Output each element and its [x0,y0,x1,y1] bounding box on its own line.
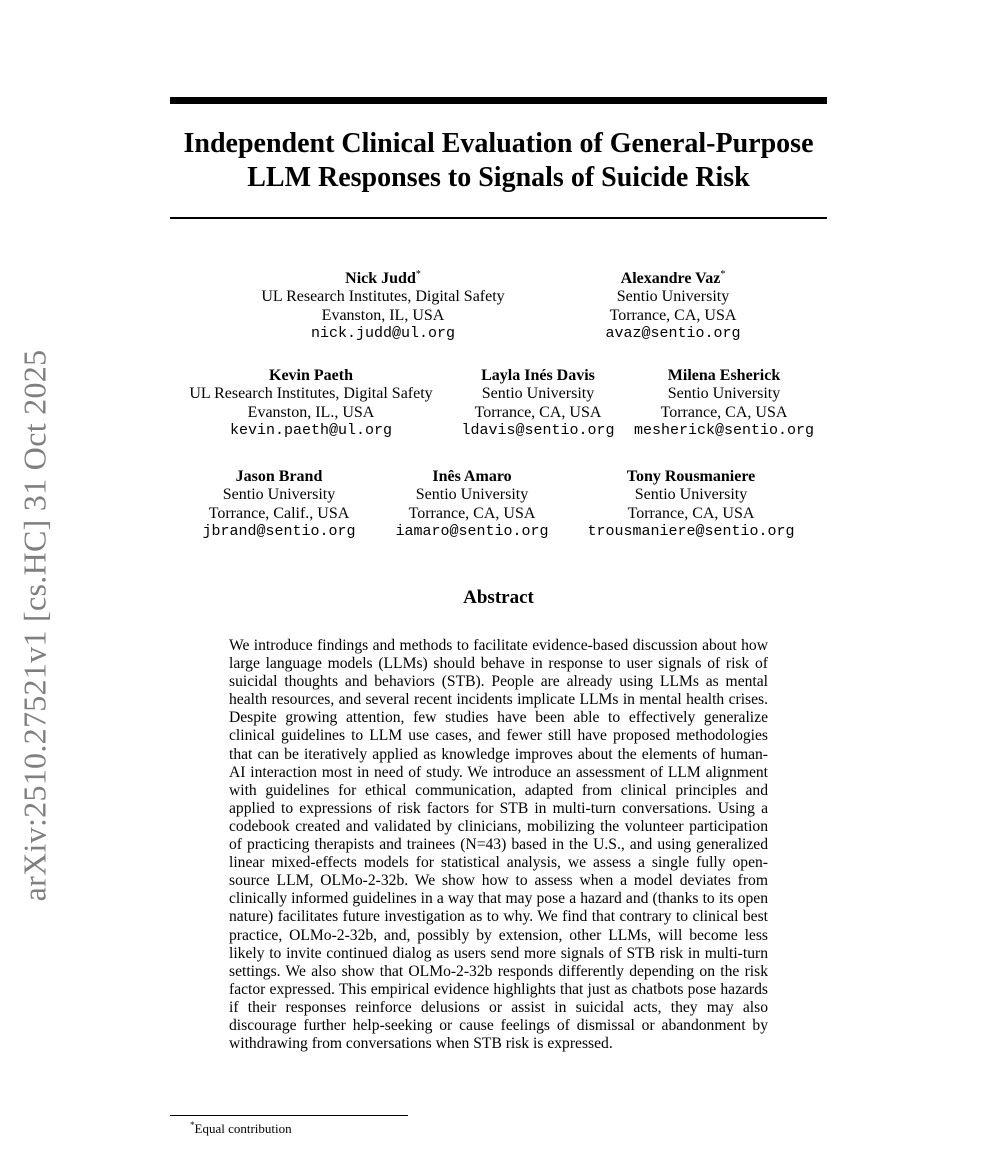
author-name: Jason Brand [235,468,323,485]
author-name: Kevin Paeth [269,367,353,384]
footnote [190,1120,292,1137]
author-block [634,367,814,440]
abstract-text: We introduce findings and methods to facilitate evidence-based discussion about how large language models (LLMs) should behave in response to user signals of risk of suicidal thoughts and behaviors (STB). People are already using LLMs as mental health resources, and several recent incidents implicate LLMs in mental health crises. Despite growing attention, few studies have been able to effectively generalize clinical guidelines to LLM use cases, and fewer still have proposed methodologies that can be iteratively applied as knowledge improves about the elements of human-AI interaction most in need of study. We introduce an assessment of LLM alignment with guidelines for ethical communication, adapted from clinical principles and applied to expressions of risk factors for STB in multi-turn conversations. Using a codebook created and validated by clinicians, mobilizing the volunteer participation of practicing therapists and trainees (N=43) based in the U.S., and using generalized linear mixed-effects models for statistical analysis, we assess a single fully open-source LLM, OLMo-2-32b. We show how to assess when a model deviates from clinically informed guidelines in a way that may pose a hazard and (thanks to its open nature) facilitates future investigation as to why. We find that contrary to clinical best practice, OLMo-2-32b, and, possibly by extension, other LLMs, will become less likely to invite continued dialog as users send more signals of STB risk in multi-turn settings. We also show that OLMo-2-32b responds differently depending on the risk factor expressed. This empirical evidence highlights that just as chatbots pose hazards if their responses reinforce delusions or assist in suicidal acts, they may also discourage further help-seeking or cause feelings of dismissal or abandonment by withdrawing from conversations when STB risk is expressed. [229,637,768,1053]
author-block [202,468,355,541]
author-name: Alexandre Vaz* [620,269,726,287]
author-block [395,468,548,541]
author-location: Torrance, CA, USA [627,504,755,522]
author-block [605,266,740,343]
author-block [189,367,432,440]
footnote-mark: * [190,1120,195,1130]
author-name: Tony Rousmaniere [626,468,756,485]
author-email[interactable]: trousmaniere@sentio.org [587,522,795,540]
arxiv-identifier [18,338,52,913]
footnote-text: Equal contribution [194,1121,292,1136]
author-affiliation: Sentio University [222,486,336,504]
author-email[interactable]: iamaro@sentio.org [395,522,549,540]
author-block [261,266,504,343]
author-location: Torrance, CA, USA [474,403,602,421]
author-email[interactable]: kevin.paeth@ul.org [229,421,393,439]
title-top-rule [170,97,827,104]
author-affiliation: Sentio University [634,486,748,504]
author-email[interactable]: ldavis@sentio.org [461,421,615,439]
author-block [461,367,614,440]
arxiv-identifier-text: arXiv:2510.27521v1 [cs.HC] 31 Oct 2025 [16,349,53,902]
author-email[interactable]: avaz@sentio.org [605,324,741,342]
author-location: Torrance, CA, USA [609,306,737,324]
author-affiliation: Sentio University [481,385,595,403]
author-affiliation: UL Research Institutes, Digital Safety [189,385,433,403]
author-name: Nick Judd* [345,269,421,287]
author-affiliation: Sentio University [667,385,781,403]
author-email[interactable]: mesherick@sentio.org [633,421,815,439]
author-location: Evanston, IL., USA [247,403,375,421]
author-name: Milena Esherick [667,367,781,384]
title-line-2: LLM Responses to Signals of Suicide Risk [247,162,750,193]
author-email[interactable]: jbrand@sentio.org [202,522,356,540]
title-line-1: Independent Clinical Evaluation of General-Purpose [183,128,814,159]
abstract-heading: Abstract [463,587,534,608]
title-bottom-rule [170,217,827,219]
author-name: Inês Amaro [432,468,512,485]
author-block [587,468,794,541]
author-location: Torrance, CA, USA [660,403,788,421]
author-location: Evanston, IL, USA [321,306,445,324]
author-email[interactable]: nick.judd@ul.org [310,324,456,342]
author-affiliation: UL Research Institutes, Digital Safety [261,288,505,306]
author-affiliation: Sentio University [616,288,730,306]
author-name: Layla Inés Davis [481,367,595,384]
author-location: Torrance, Calif., USA [208,504,350,522]
paper-title [170,127,827,195]
footnote-rule [170,1115,408,1116]
author-location: Torrance, CA, USA [408,504,536,522]
author-affiliation: Sentio University [415,486,529,504]
